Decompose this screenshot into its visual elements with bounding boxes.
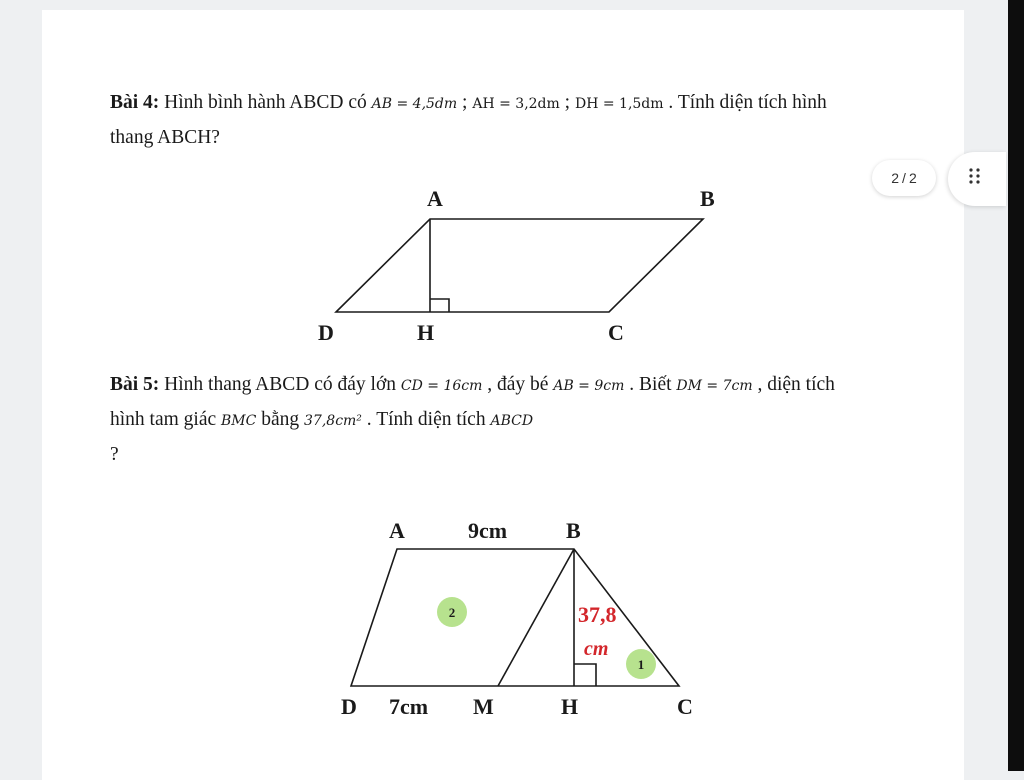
segment-bm: [498, 549, 574, 686]
right-angle-mark-h2: [574, 664, 596, 686]
problem-5-area: 37,8cm²: [304, 413, 362, 429]
label-d-fig2: D: [341, 694, 357, 719]
badge-2-label: 2: [448, 605, 456, 620]
area-value-label: 37,8: [578, 602, 617, 627]
problem-5-dm: DM = 7cm: [676, 378, 753, 394]
problem-5-abcd: ABCD: [490, 413, 534, 429]
parallelogram-figure: [336, 219, 703, 312]
page-separator: /: [902, 170, 906, 186]
problem-5-question-mark: ?: [110, 444, 119, 465]
problem-4-number: Bài 4:: [110, 92, 160, 113]
problem-4-ah: AH = 3,2dm: [472, 96, 560, 112]
problem-4-ab: AB = 4,5dm: [371, 96, 458, 112]
problem-4-sep1: ;: [457, 92, 473, 113]
label-h-fig2: H: [561, 694, 579, 719]
badge-1-label: 1: [637, 657, 645, 672]
problem-5-text-5: bằng: [256, 409, 305, 430]
label-b-fig1: B: [700, 186, 715, 211]
problem-5-text-6: . Tính diện tích: [361, 409, 491, 430]
area-unit-label: cm: [584, 638, 609, 660]
total-pages: 2: [908, 170, 917, 186]
label-bottom-length: 7cm: [389, 694, 429, 719]
label-a-fig2: A: [389, 518, 405, 543]
label-a-fig1: A: [427, 186, 443, 211]
problem-4-dh: DH = 1,5dm: [574, 96, 664, 112]
problem-5-number: Bài 5:: [110, 374, 160, 395]
problem-4-sep2: ;: [559, 92, 575, 113]
problem-5-ab: AB = 9cm: [553, 378, 625, 394]
label-top-length: 9cm: [468, 518, 508, 543]
label-h-fig1: H: [417, 320, 435, 345]
problem-5-text-2: , đáy bé: [482, 374, 554, 395]
problem-5-text-1: Hình thang ABCD có đáy lớn: [159, 374, 401, 395]
problem-5-bmc: BMC: [221, 413, 257, 429]
right-angle-mark-h: [430, 299, 449, 312]
label-c-fig2: C: [677, 694, 693, 719]
current-page: 2: [891, 170, 900, 186]
problem-5-text-4: , diện tích hình tam giác: [110, 374, 835, 430]
label-c-fig1: C: [608, 320, 624, 345]
problem-4-intro: Hình bình hành ABCD có: [159, 92, 372, 113]
label-m-fig2: M: [473, 694, 494, 719]
label-d-fig1: D: [318, 320, 334, 345]
problem-5-cd: CD = 16cm: [400, 378, 483, 394]
problem-4-question: . Tính diện tích hình thang ABCH?: [110, 92, 827, 148]
problem-5-text-3: . Biết: [624, 374, 677, 395]
parallelogram-shape: [336, 219, 703, 312]
label-b-fig2: B: [566, 518, 581, 543]
